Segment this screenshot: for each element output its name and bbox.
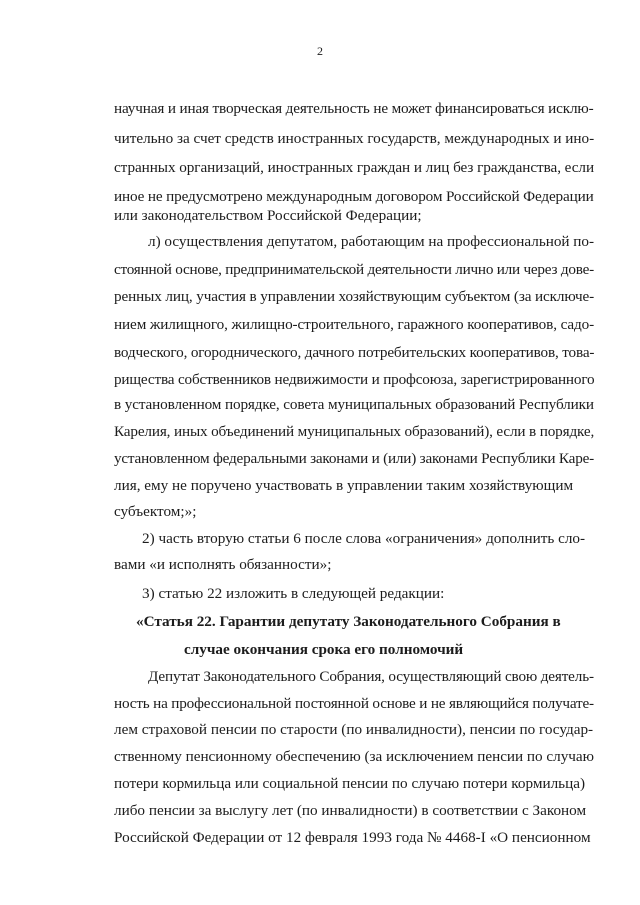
text-line: Карелия, иных объединений муниципальных образований), если в порядке,	[114, 423, 595, 440]
text-line: странных организаций, иностранных граждан и лиц без гражданства, если	[114, 159, 595, 176]
text-line: ственному пенсионному обеспечению (за исключением пенсии по случаю	[114, 748, 594, 765]
text-line: лем страховой пенсии по старости (по инвалидности), пенсии по государ-	[114, 721, 594, 738]
text-line: в установленном порядке, совета муниципальных образований Республики	[114, 396, 594, 413]
text-line: иное не предусмотрено международным договором Российской Федерации	[114, 188, 594, 205]
text-line: установленном федеральными законами и (или) законами Республики Каре-	[114, 450, 594, 467]
article-heading: «Статья 22. Гарантии депутату Законодательного Собрания в	[136, 613, 561, 630]
text-line: ность на профессиональной постоянной основе и не являющийся получате-	[114, 695, 594, 712]
text-line: водческого, огороднического, дачного потребительских кооперативов, това-	[114, 344, 595, 361]
text-line: нием жилищного, жилищно-строительного, гаражного кооперативов, садо-	[114, 316, 595, 333]
article-heading: случае окончания срока его полномочий	[184, 641, 464, 658]
text-line: научная и иная творческая деятельность не может финансироваться исклю-	[114, 100, 594, 117]
text-line: либо пенсии за выслугу лет (по инвалидности) в соответствии с Законом	[114, 802, 587, 819]
text-line: л) осуществления депутатом, работающим на профессиональной по-	[148, 233, 595, 250]
text-line: стоянной основе, предпринимательской деятельности лично или через дове-	[114, 261, 594, 278]
page-number: 2	[317, 44, 323, 58]
text-line: 3) статью 22 изложить в следующей редакции:	[142, 585, 445, 602]
text-line: потери кормильца или социальной пенсии по случаю потери кормильца)	[114, 775, 586, 792]
text-line: чительно за счет средств иностранных государств, международных и ино-	[114, 130, 595, 147]
text-line: лия, ему не поручено участвовать в управлении таким хозяйствующим	[114, 477, 574, 494]
text-line: Депутат Законодательного Собрания, осуществляющий свою деятель-	[148, 668, 594, 685]
text-line: 2) часть вторую статьи 6 после слова «ограничения» дополнить сло-	[142, 530, 586, 547]
text-line: ренных лиц, участия в управлении хозяйствующим субъектом (за исключе-	[114, 288, 595, 305]
text-line: рищества собственников недвижимости и профсоюза, зарегистрированного	[114, 371, 595, 388]
text-line: или законодательством Российской Федерации;	[114, 207, 422, 224]
text-line: вами «и исполнять обязанности»;	[114, 556, 332, 573]
text-line: субъектом;»;	[114, 503, 197, 520]
text-line: Российской Федерации от 12 февраля 1993 года № 4468-I «О пенсионном	[114, 829, 591, 846]
